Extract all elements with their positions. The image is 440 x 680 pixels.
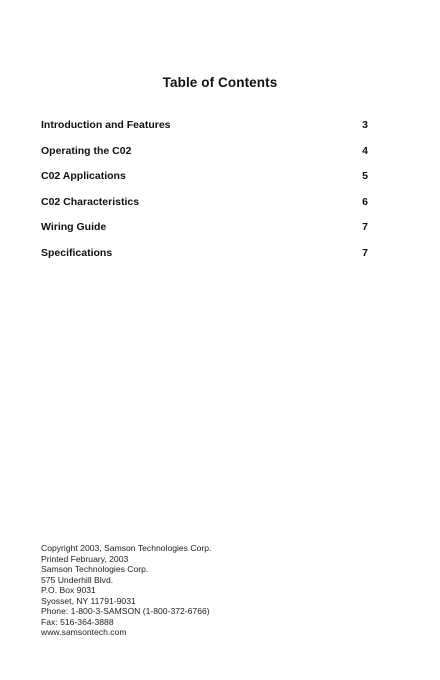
toc-entry-applications <box>41 169 368 195</box>
colophon <box>41 543 211 638</box>
company-name-line: Samson Technologies Corp. <box>41 564 149 574</box>
street-address-line: 575 Underhill Blvd. <box>41 574 114 585</box>
toc-entry-wiring <box>41 220 368 246</box>
toc-entry-operating <box>41 144 368 170</box>
fax-line: Fax: 516-364-3888 <box>41 616 114 627</box>
toc-entry-label: Introduction and Features <box>41 119 171 131</box>
toc-entry-page: 3 <box>362 119 368 131</box>
toc-entry-label: C02 Characteristics <box>41 195 140 208</box>
toc-entry-page: 6 <box>362 195 368 208</box>
toc-entry-page: 5 <box>362 170 368 182</box>
toc-entry-page: 7 <box>362 221 368 233</box>
print-date-line: Printed February, 2003 <box>41 553 129 564</box>
toc-entry-page: 4 <box>362 144 368 157</box>
toc-entry-introduction <box>41 118 368 144</box>
toc-entry-specifications <box>41 246 368 272</box>
toc-entry-label: Operating the C02 <box>41 144 132 157</box>
toc-entry-label: Specifications <box>41 246 113 259</box>
toc-entry-label: C02 Applications <box>41 170 126 182</box>
phone-line: Phone: 1-800-3-SAMSON (1-800-372-6766) <box>41 606 210 616</box>
copyright-line: Copyright 2003, Samson Technologies Corp. <box>41 543 212 553</box>
city-state-zip-line: Syosset, NY 11791-9031 <box>41 595 136 606</box>
page-title: Table of Contents <box>162 75 278 90</box>
table-of-contents <box>41 118 368 271</box>
po-box-line: P.O. Box 9031 <box>41 585 96 595</box>
toc-entry-characteristics <box>41 195 368 221</box>
toc-entry-page: 7 <box>362 246 368 259</box>
website-line: www.samsontech.com <box>41 627 127 637</box>
toc-entry-label: Wiring Guide <box>41 221 107 233</box>
